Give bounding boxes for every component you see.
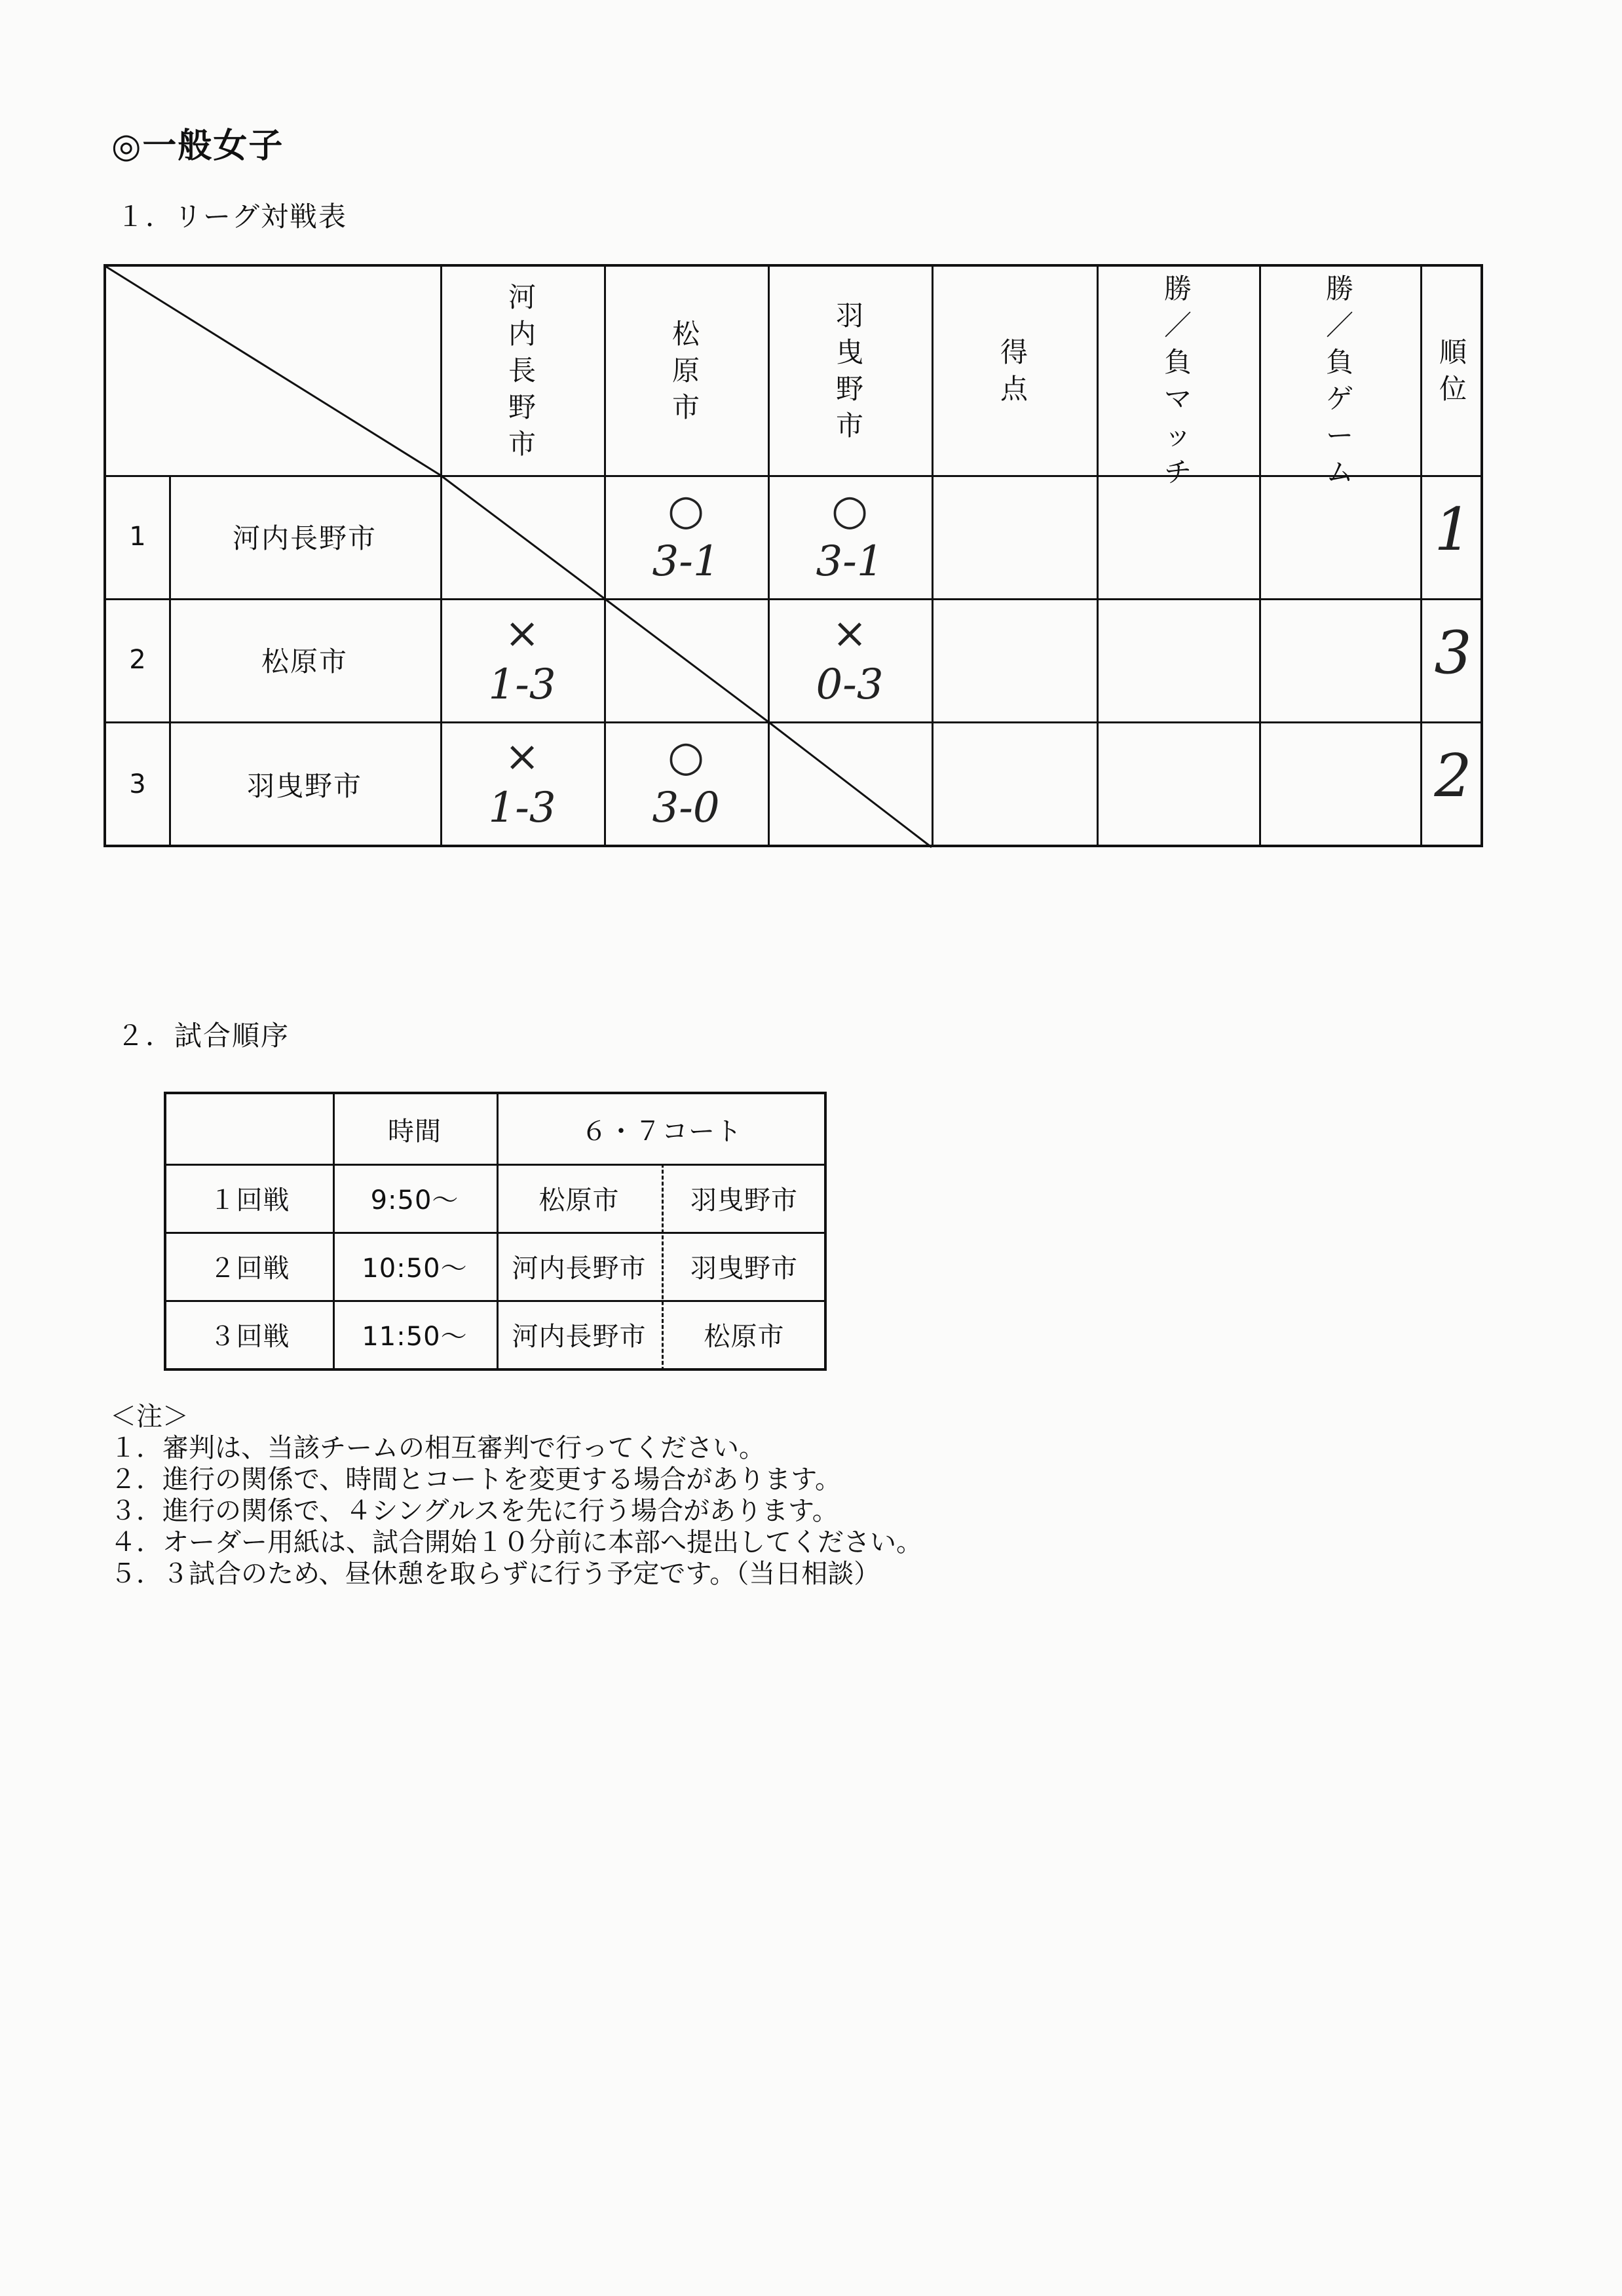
- schedule-heading: ２．試合順序: [117, 1020, 290, 1052]
- result-mark: ×: [832, 609, 867, 658]
- round-time: 10:50～: [362, 1253, 468, 1284]
- round-label: ３回戦: [209, 1321, 290, 1352]
- team-a: 松原市: [538, 1185, 620, 1215]
- col-header-rank: 順 位: [1439, 336, 1467, 405]
- col-header-matsubara: 松 原 市: [671, 318, 700, 423]
- header-time: 時間: [388, 1116, 442, 1147]
- league-table: [104, 264, 1483, 847]
- self-match-diagonal-1: [440, 475, 604, 598]
- row-number: 2: [129, 645, 146, 675]
- result-mark: ○: [668, 486, 704, 535]
- col-header-habikino: 羽 曳 野 市: [835, 299, 863, 442]
- rank-value: 3: [1434, 619, 1472, 687]
- result-score: 3-1: [816, 537, 884, 586]
- row-number: 3: [129, 769, 146, 799]
- league-heading: １．リーグ対戦表: [117, 201, 348, 233]
- self-match-diagonal-3: [768, 721, 932, 847]
- note-item: １．審判は、当該チームの相互審判で行ってください。: [110, 1433, 765, 1463]
- rank-value: 2: [1434, 742, 1472, 811]
- team-b: 羽曳野市: [690, 1185, 798, 1215]
- result-mark: ×: [504, 609, 540, 658]
- row-team-name: 河内長野市: [232, 522, 377, 554]
- team-b: 羽曳野市: [690, 1253, 798, 1284]
- team-b: 松原市: [704, 1321, 785, 1352]
- col-header-game-wl: 勝 ／ 負 ゲ ー ム: [1325, 273, 1353, 488]
- row-number: 1: [129, 522, 146, 552]
- col-header-points: 得 点: [1000, 336, 1028, 405]
- team-a: 河内長野市: [512, 1253, 647, 1284]
- result-score: 3-0: [652, 784, 720, 832]
- col-header-match-wl: 勝 ／ 負 マ ッ チ: [1163, 273, 1192, 488]
- row-team-name: 松原市: [261, 645, 348, 678]
- team-a: 河内長野市: [512, 1321, 647, 1352]
- round-time: 11:50～: [362, 1321, 468, 1352]
- notes: [110, 1401, 922, 1590]
- col-header-kawachinagano: 河 内 長 野 市: [508, 281, 536, 460]
- page-title: ◎一般女子: [111, 126, 284, 166]
- result-score: 1-3: [488, 660, 556, 709]
- note-item: ３．進行の関係で、４シングルスを先に行う場合があります。: [110, 1496, 839, 1526]
- round-label: １回戦: [209, 1185, 290, 1215]
- note-item: ４．オーダー用紙は、試合開始１０分前に本部へ提出してください。: [110, 1527, 922, 1558]
- rank-value: 1: [1434, 495, 1472, 564]
- self-match-diagonal-2: [604, 598, 768, 721]
- corner-diagonal: [106, 267, 440, 475]
- result-mark: ○: [668, 733, 704, 781]
- note-item: ２．進行の関係で、時間とコートを変更する場合があります。: [110, 1464, 841, 1495]
- note-item: ５．３試合のため、昼休憩を取らずに行う予定です。（当日相談）: [110, 1559, 880, 1589]
- row-team-name: 羽曳野市: [246, 770, 362, 802]
- notes-heading: ＜注＞: [110, 1402, 189, 1432]
- result-score: 3-1: [652, 537, 720, 586]
- result-mark: ○: [831, 486, 868, 535]
- result-score: 0-3: [816, 660, 884, 709]
- result-mark: ×: [504, 733, 540, 781]
- result-score: 1-3: [488, 784, 556, 832]
- header-court: ６・７コート: [581, 1116, 742, 1147]
- round-time: 9:50～: [370, 1185, 459, 1215]
- round-label: ２回戦: [209, 1253, 290, 1284]
- schedule-table: [164, 1092, 827, 1371]
